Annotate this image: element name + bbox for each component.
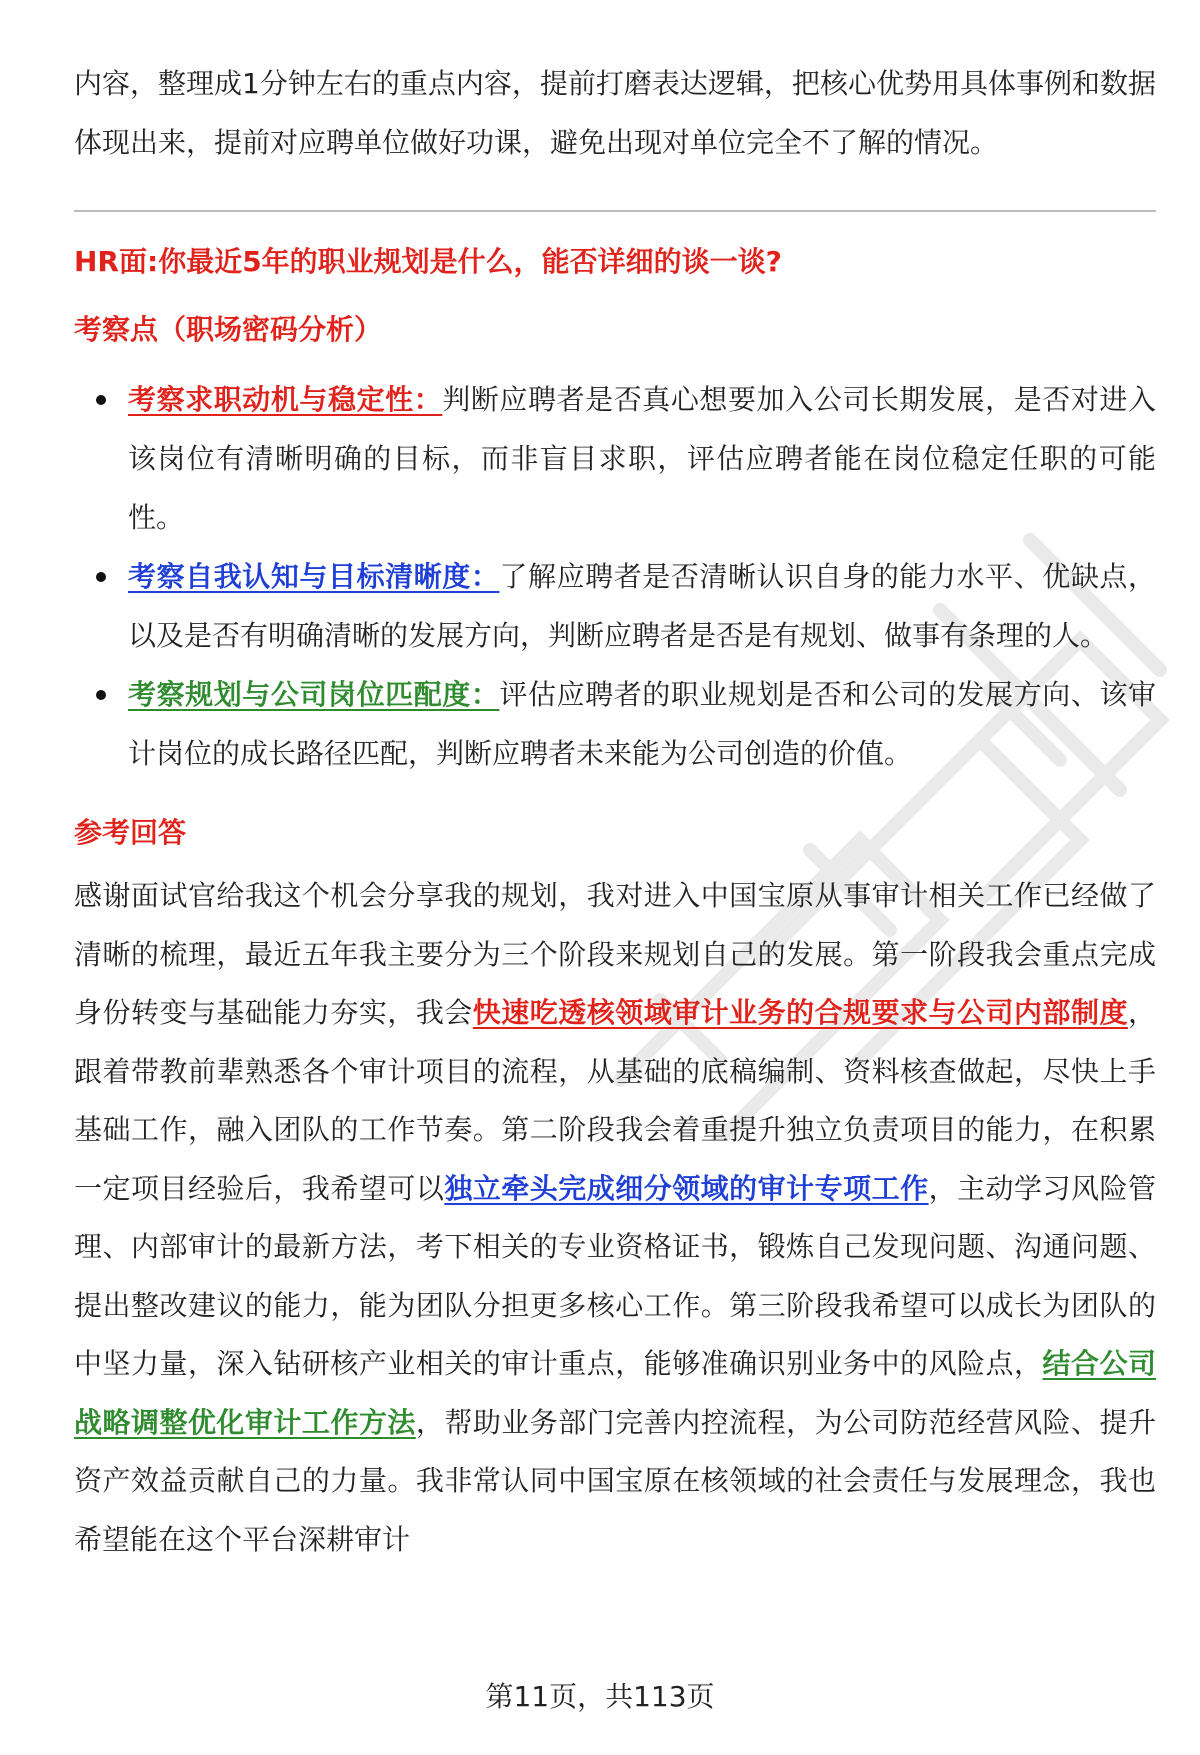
document-content <box>74 55 1156 1569</box>
answer-highlight-red: 快速吃透核领域审计业务的合规要求与公司内部制度 <box>472 996 1128 1029</box>
exam-point-text: 判断应聘者是否真心想要加入公司长期发展，是否对进入该岗位有清晰明确的目标，而非盲目求职，评估应聘者能在岗位稳定任职的可能性。 <box>128 383 1156 534</box>
section-divider <box>74 210 1156 212</box>
question-heading: HR面:你最近5年的职业规划是什么，能否详细的谈一谈? <box>74 245 782 278</box>
exam-point-item <box>74 370 1156 547</box>
exam-point-text: 评估应聘者的职业规划是否和公司的发展方向、该审计岗位的成长路径匹配，判断应聘者未来能为公司创造的价值。 <box>128 678 1156 770</box>
bullet-dot-icon <box>96 572 106 582</box>
reference-answer-heading: 参考回答 <box>74 816 187 849</box>
reference-answer-paragraph <box>74 867 1156 1569</box>
answer-highlight-green: 结合公司战略调整优化审计工作方法 <box>74 1347 1156 1439</box>
exam-point-label: 考察求职动机与稳定性： <box>128 383 443 416</box>
exam-point-label: 考察自我认知与目标清晰度： <box>128 560 500 593</box>
intro-paragraph: 内容，整理成1分钟左右的重点内容，提前打磨表达逻辑，把核心优势用具体事例和数据体现出来，提前对应聘单位做好功课，避免出现对单位完全不了解的情况。 <box>74 67 1156 159</box>
answer-text-segment: ，帮助业务部门完善内控流程，为公司防范经营风险、提升资产效益贡献自己的力量。我非常认同中国宝原在核领域的社会责任与发展理念，我也希望能在这个平台深耕审计 <box>74 1405 1156 1556</box>
exam-point-item <box>74 665 1156 783</box>
exam-point-item <box>74 547 1156 665</box>
answer-text-segment: ，跟着带教前辈熟悉各个审计项目的流程，从基础的底稿编制、资料核查做起，尽快上手基础工作，融入团队的工作节奏。第二阶段我会着重提升独立负责项目的能力，在积累一定项目经验后，我希望可以 <box>74 996 1156 1205</box>
answer-text-segment: 感谢面试官给我这个机会分享我的规划，我对进入中国宝原从事审计相关工作已经做了清晰的梳理，最近五年我主要分为三个阶段来规划自己的发展。第一阶段我会重点完成身份转变与基础能力夯实，我会 <box>74 879 1156 1029</box>
page-footer: 第11页，共113页 <box>485 1680 715 1713</box>
bullet-dot-icon <box>96 690 106 700</box>
bullet-dot-icon <box>96 395 106 405</box>
answer-highlight-blue: 独立牵头完成细分领域的审计专项工作 <box>444 1171 929 1205</box>
exam-points-list <box>74 370 1156 783</box>
exam-point-text: 了解应聘者是否清晰认识自身的能力水平、优缺点，以及是否有明确清晰的发展方向，判断应聘者是否是有规划、做事有条理的人。 <box>128 560 1156 652</box>
exam-points-heading: 考察点（职场密码分析） <box>74 313 383 346</box>
exam-point-label: 考察规划与公司岗位匹配度： <box>128 678 500 711</box>
answer-text-segment: ，主动学习风险管理、内部审计的最新方法，考下相关的专业资格证书，锻炼自己发现问题、沟通问题、提出整改建议的能力，能为团队分担更多核心工作。第三阶段我希望可以成长为团队的中坚力量，深入钻研核产业相关的审计重点，能够准确识别业务中的风险点， <box>74 1171 1156 1380</box>
